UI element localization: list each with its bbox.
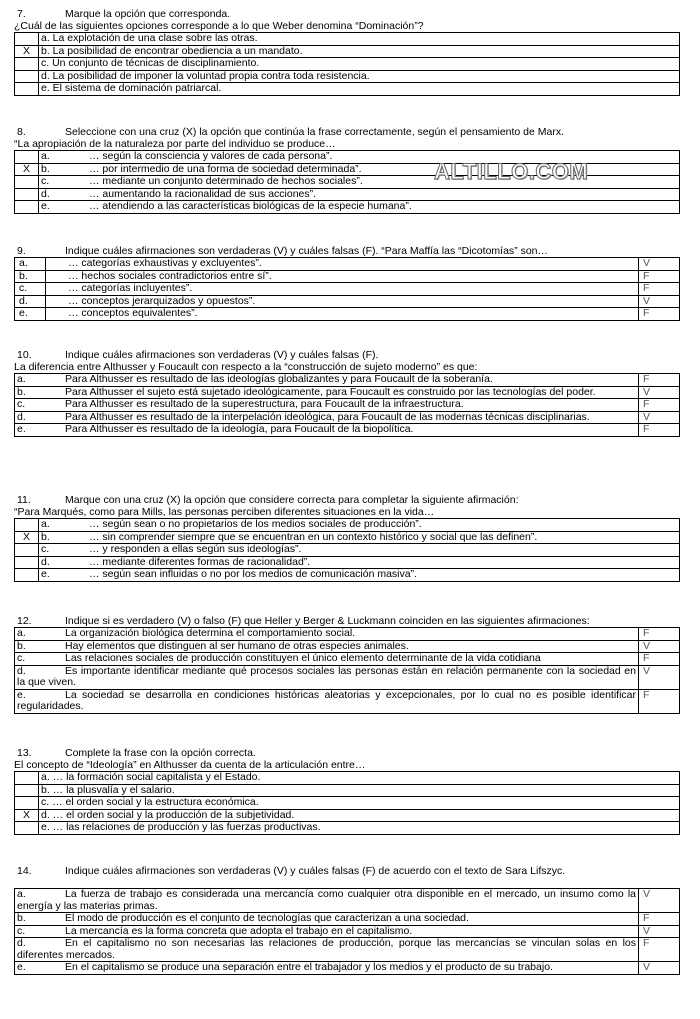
option-text: c. … y responden a ellas según sus ideologías”. bbox=[39, 544, 680, 557]
option-text: b. La posibilidad de encontrar obediencia a un mandato. bbox=[39, 45, 680, 58]
option-text: e. … según sean influidas o no por los medios de comunicación masiva”. bbox=[39, 569, 680, 582]
option-mark[interactable] bbox=[15, 519, 39, 532]
option-mark[interactable] bbox=[15, 772, 39, 785]
statement-text: … conceptos equivalentes”. bbox=[46, 308, 639, 321]
option-letter: b. bbox=[41, 162, 50, 175]
vf-answer[interactable]: F bbox=[639, 308, 680, 321]
statement-text: e. En el capitalismo se produce una separación entre el trabajador y los medios y el producto de su trabajo. bbox=[15, 962, 639, 975]
option-letter: e. bbox=[41, 200, 50, 212]
option-row-e bbox=[15, 83, 680, 96]
vf-answer[interactable]: F bbox=[639, 424, 680, 437]
question-7 bbox=[14, 8, 680, 96]
statement-text: e. La sociedad se desarrolla en condiciones históricas aleatorias y excepcionales, por lo cual no es posible identificar regularidades. bbox=[15, 689, 639, 713]
statement-row-c bbox=[15, 399, 680, 412]
statement-row-e bbox=[15, 424, 680, 437]
question-stem: “La apropiación de la naturaleza por parte del individuo se produce… bbox=[14, 138, 336, 150]
statement-row-a bbox=[15, 374, 680, 387]
option-letter: c. bbox=[41, 175, 50, 187]
option-row-d bbox=[15, 809, 680, 822]
option-text: c. … el orden social y la estructura económica. bbox=[39, 797, 680, 810]
option-mark[interactable] bbox=[15, 797, 39, 810]
vf-answer[interactable]: V bbox=[639, 295, 680, 308]
option-text: d. La posibilidad de imponer la voluntad propia contra toda resistencia. bbox=[39, 70, 680, 83]
vf-answer[interactable]: F bbox=[639, 374, 680, 387]
vf-answer[interactable]: V bbox=[639, 640, 680, 653]
option-text: d. … el orden social y la producción de la subjetividad. bbox=[39, 809, 680, 822]
option-mark[interactable] bbox=[15, 70, 39, 83]
question-title: Complete la frase con la opción correcta. bbox=[65, 747, 256, 759]
question-number: 12. bbox=[17, 615, 32, 627]
statement-text: c. Las relaciones sociales de producción constituyen el único elemento determinante de la vida cotidiana bbox=[15, 653, 639, 666]
statement-letter: a. bbox=[15, 258, 46, 271]
option-row-e bbox=[15, 822, 680, 835]
option-row-c bbox=[15, 544, 680, 557]
statement-text: b. Para Althusser el sujeto está sujetado ideológicamente, para Foucault es construido por las tecnologías del poder. bbox=[15, 386, 639, 399]
statement-text: d. Es importante identificar mediante qué procesos sociales las personas están en relación permanente con la sociedad en la que viven. bbox=[15, 665, 639, 689]
vf-table bbox=[14, 627, 680, 714]
statement-row-b bbox=[15, 913, 680, 926]
option-row-b bbox=[15, 45, 680, 58]
option-row-a bbox=[15, 33, 680, 46]
statement-row-a bbox=[15, 628, 680, 641]
statement-text: … categorías exhaustivas y excluyentes”. bbox=[46, 258, 639, 271]
option-row-a bbox=[15, 772, 680, 785]
option-mark[interactable]: X bbox=[15, 45, 39, 58]
statement-row-b bbox=[15, 640, 680, 653]
option-body: … aumentando la racionalidad de sus acciones”. bbox=[89, 187, 317, 200]
statement-row-d bbox=[15, 295, 680, 308]
statement-text: c. La mercancía es la forma concreta que adopta el trabajo en el capitalismo. bbox=[15, 925, 639, 938]
statement-letter: b. bbox=[15, 270, 46, 283]
question-stem: La diferencia entre Althusser y Foucault con respecto a la “construcción de sujeto moderno” es que: bbox=[14, 361, 478, 373]
vf-table bbox=[14, 373, 680, 437]
statement-text: d. Para Althusser es resultado de la interpelación ideológica, para Foucault de las modernas técnicas disciplinarias. bbox=[15, 411, 639, 424]
statement-row-e bbox=[15, 308, 680, 321]
question-number: 13. bbox=[17, 747, 32, 759]
option-letter: a. bbox=[41, 150, 50, 162]
option-text: a. … según sean o no propietarios de los medios sociales de producción”. bbox=[39, 519, 680, 532]
statement-row-c bbox=[15, 283, 680, 296]
vf-answer[interactable]: F bbox=[639, 913, 680, 926]
option-row-e bbox=[15, 569, 680, 582]
option-row-c bbox=[15, 797, 680, 810]
option-text: b. … la plusvalía y el salario. bbox=[39, 784, 680, 797]
option-mark[interactable] bbox=[15, 822, 39, 835]
option-mark[interactable] bbox=[15, 569, 39, 582]
statement-row-c bbox=[15, 653, 680, 666]
statement-row-a bbox=[15, 258, 680, 271]
option-text: d. … mediante diferentes formas de racionalidad”. bbox=[39, 556, 680, 569]
option-mark[interactable] bbox=[15, 176, 39, 189]
option-mark[interactable] bbox=[15, 784, 39, 797]
question-number: 9. bbox=[17, 245, 26, 257]
question-title: Indique cuáles afirmaciones son verdaderas (V) y cuáles falsas (F). bbox=[65, 349, 379, 361]
statement-row-b bbox=[15, 270, 680, 283]
statement-letter: d. bbox=[15, 295, 46, 308]
option-body: … atendiendo a las características biológicas de la especie humana”. bbox=[89, 200, 412, 212]
option-text: c. Un conjunto de técnicas de disciplinamiento. bbox=[39, 58, 680, 71]
question-number: 7. bbox=[17, 8, 26, 20]
vf-table bbox=[14, 257, 680, 321]
vf-answer[interactable]: V bbox=[639, 258, 680, 271]
vf-answer[interactable]: F bbox=[639, 270, 680, 283]
option-mark[interactable] bbox=[15, 33, 39, 46]
option-mark[interactable] bbox=[15, 83, 39, 96]
statement-text: a. La fuerza de trabajo es considerada una mercancía como cualquier otra disponible en el mercado, un insumo como la energía y las materias primas. bbox=[15, 889, 639, 913]
vf-answer[interactable]: V bbox=[639, 889, 680, 913]
vf-answer[interactable]: V bbox=[639, 665, 680, 689]
vf-answer[interactable]: F bbox=[639, 689, 680, 713]
question-12 bbox=[14, 615, 680, 714]
vf-answer[interactable]: F bbox=[639, 283, 680, 296]
statement-text: e. Para Althusser es resultado de la ideología, para Foucault de la biopolítica. bbox=[15, 424, 639, 437]
statement-row-a bbox=[15, 889, 680, 913]
option-row-d bbox=[15, 556, 680, 569]
option-text: e. El sistema de dominación patriarcal. bbox=[39, 83, 680, 96]
statement-text: … hechos sociales contradictorios entre sí”. bbox=[46, 270, 639, 283]
question-number: 11. bbox=[17, 494, 31, 506]
option-text: a. … la formación social capitalista y el Estado. bbox=[39, 772, 680, 785]
options-table bbox=[14, 32, 680, 96]
statement-row-d bbox=[15, 411, 680, 424]
option-row-d bbox=[15, 188, 680, 201]
question-stem: “Para Marqués, como para Mills, las personas perciben diferentes situaciones en la vida… bbox=[14, 506, 435, 518]
statement-row-c bbox=[15, 925, 680, 938]
statement-row-b bbox=[15, 386, 680, 399]
question-number: 8. bbox=[17, 126, 26, 138]
option-mark[interactable] bbox=[15, 544, 39, 557]
option-mark[interactable]: X bbox=[15, 809, 39, 822]
question-title: Indique si es verdadero (V) o falso (F) que Heller y Berger & Luckmann coinciden en las siguientes afirmaciones: bbox=[65, 615, 590, 627]
option-mark[interactable] bbox=[15, 556, 39, 569]
option-row-e bbox=[15, 201, 680, 214]
question-title: Indique cuáles afirmaciones son verdaderas (V) y cuáles falsas (F) de acuerdo con el texto de Sara Lifszyc. bbox=[65, 865, 566, 877]
question-stem: El concepto de “Ideología” en Althusser da cuenta de la articulación entre… bbox=[14, 759, 366, 771]
question-stem: ¿Cuál de las siguientes opciones corresponde a lo que Weber denomina “Dominación”? bbox=[14, 20, 424, 32]
option-text: a. La explotación de una clase sobre las otras. bbox=[39, 33, 680, 46]
statement-letter: c. bbox=[15, 283, 46, 296]
question-9 bbox=[14, 245, 680, 321]
vf-answer[interactable]: V bbox=[639, 925, 680, 938]
option-text: b. … sin comprender siempre que se encuentran en un contexto histórico y social que las definen”. bbox=[39, 531, 680, 544]
statement-letter: e. bbox=[15, 308, 46, 321]
question-number: 10. bbox=[17, 349, 32, 361]
vf-answer[interactable]: F bbox=[639, 628, 680, 641]
vf-answer[interactable]: V bbox=[639, 962, 680, 975]
statement-text: b. Hay elementos que distinguen al ser humano de otras especies animales. bbox=[15, 640, 639, 653]
vf-answer[interactable]: F bbox=[639, 653, 680, 666]
altillo-watermark: ALTILLO.COM bbox=[434, 159, 589, 184]
question-13 bbox=[14, 747, 680, 835]
question-title: Marque la opción que corresponda. bbox=[65, 8, 231, 20]
option-text: e. … las relaciones de producción y las fuerzas productivas. bbox=[39, 822, 680, 835]
option-text bbox=[39, 201, 680, 214]
statement-text: d. En el capitalismo no son necesarias las relaciones de producción, porque las mercancías se vinculan solas en los diferentes mercados. bbox=[15, 938, 639, 962]
vf-table bbox=[14, 888, 680, 975]
option-row-b bbox=[15, 784, 680, 797]
vf-answer[interactable]: V bbox=[639, 411, 680, 424]
option-row-a bbox=[15, 519, 680, 532]
option-body: … por intermedio de una forma de sociedad determinada”. bbox=[89, 162, 362, 175]
statement-text: a. La organización biológica determina el comportamiento social. bbox=[15, 628, 639, 641]
options-table bbox=[14, 518, 680, 582]
option-letter: d. bbox=[41, 187, 50, 200]
statement-text: c. Para Althusser es resultado de la superestructura, para Foucault de la infraestructura. bbox=[15, 399, 639, 412]
statement-row-e bbox=[15, 962, 680, 975]
statement-text: … conceptos jerarquizados y opuestos”. bbox=[46, 295, 639, 308]
question-14 bbox=[14, 865, 680, 975]
statement-text: … categorías incluyentes”. bbox=[46, 283, 639, 296]
options-table bbox=[14, 771, 680, 835]
option-body: … según la consciencia y valores de cada persona”. bbox=[89, 150, 333, 162]
statement-text: b. El modo de producción es el conjunto de tecnologías que caracterizan a una sociedad. bbox=[15, 913, 639, 926]
option-row-d bbox=[15, 70, 680, 83]
option-mark[interactable] bbox=[15, 188, 39, 201]
statement-text: a. Para Althusser es resultado de las ideologías globalizantes y para Foucault de la soberanía. bbox=[15, 374, 639, 387]
question-title: Indique cuáles afirmaciones son verdaderas (V) y cuáles falsas (F). “Para Maffía las “Dicotomías” son… bbox=[65, 245, 548, 257]
vf-answer[interactable]: F bbox=[639, 399, 680, 412]
option-body: … mediante un conjunto determinado de hechos sociales”. bbox=[89, 175, 363, 187]
option-row-c bbox=[15, 58, 680, 71]
option-mark[interactable]: X bbox=[15, 531, 39, 544]
question-10 bbox=[14, 349, 680, 437]
vf-answer[interactable]: F bbox=[639, 938, 680, 962]
question-11 bbox=[14, 494, 680, 582]
option-row-b bbox=[15, 531, 680, 544]
option-mark[interactable] bbox=[15, 151, 39, 164]
statement-row-d bbox=[15, 665, 680, 689]
question-number: 14. bbox=[17, 865, 32, 877]
statement-row-e bbox=[15, 689, 680, 713]
option-mark[interactable] bbox=[15, 58, 39, 71]
vf-answer[interactable]: V bbox=[639, 386, 680, 399]
question-title: Marque con una cruz (X) la opción que considere correcta para completar la siguiente afirmación: bbox=[65, 494, 519, 506]
option-mark[interactable] bbox=[15, 201, 39, 214]
statement-row-d bbox=[15, 938, 680, 962]
option-mark[interactable]: X bbox=[15, 163, 39, 176]
option-text bbox=[39, 188, 680, 201]
question-title: Seleccione con una cruz (X) la opción que continúa la frase correctamente, según el pensamiento de Marx. bbox=[65, 126, 565, 138]
